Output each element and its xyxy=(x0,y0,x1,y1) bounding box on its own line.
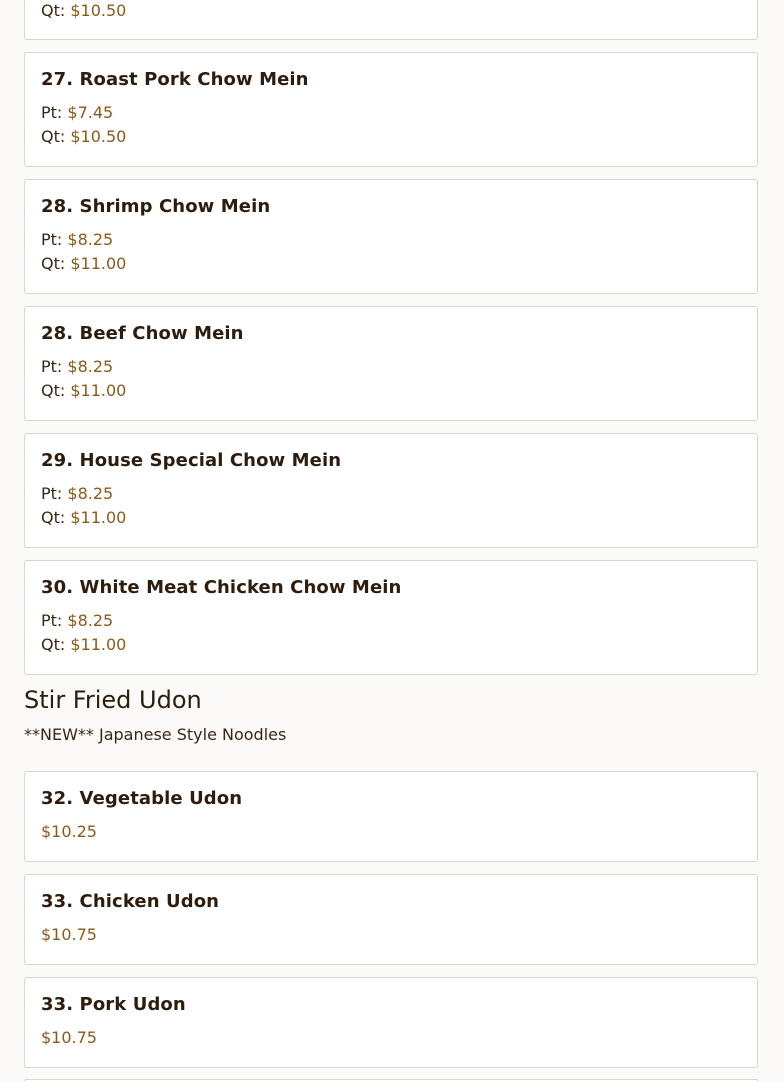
pint-price: $8.25 xyxy=(67,484,114,503)
pint-label: Pt: xyxy=(41,484,63,503)
pint-label: Pt: xyxy=(41,230,63,249)
quart-price: $11.00 xyxy=(70,635,127,654)
pint-label: Pt: xyxy=(41,103,63,122)
pint-label: Pt: xyxy=(41,357,63,376)
menu-item-title: 28. Beef Chow Mein xyxy=(41,323,244,344)
menu-item-title: 33. Chicken Udon xyxy=(41,891,220,912)
quart-price: $11.00 xyxy=(70,381,127,400)
pint-price: $8.25 xyxy=(67,611,114,630)
menu-item-card[interactable] xyxy=(24,771,758,862)
pint-price-line xyxy=(41,230,113,249)
pint-price-line xyxy=(41,484,113,503)
menu-item-title: 29. House Special Chow Mein xyxy=(41,450,342,471)
pint-price: $7.45 xyxy=(67,103,114,122)
menu-item-card[interactable] xyxy=(24,874,758,965)
quart-price: $10.50 xyxy=(70,127,127,146)
menu-item-title: 32. Vegetable Udon xyxy=(41,788,243,809)
menu-item-title: 27. Roast Pork Chow Mein xyxy=(41,69,309,90)
menu-item-title: 30. White Meat Chicken Chow Mein xyxy=(41,577,402,598)
pint-label: Pt: xyxy=(41,611,63,630)
quart-price: $11.00 xyxy=(70,254,127,273)
menu-item-title: 28. Shrimp Chow Mein xyxy=(41,196,271,217)
menu-item-card[interactable] xyxy=(24,560,758,675)
menu-item-card[interactable] xyxy=(24,52,758,167)
quart-price-line xyxy=(41,254,126,273)
quart-price-line xyxy=(41,1,126,20)
quart-price-line xyxy=(41,635,126,654)
menu-item-price: $10.25 xyxy=(41,822,97,841)
menu-item-title: 33. Pork Udon xyxy=(41,994,186,1015)
quart-label: Qt: xyxy=(41,254,66,273)
quart-price-line xyxy=(41,508,126,527)
quart-label: Qt: xyxy=(41,381,66,400)
pint-price-line xyxy=(41,357,113,376)
pint-price-line xyxy=(41,611,113,630)
pint-price: $8.25 xyxy=(67,230,114,249)
section-title: Stir Fried Udon xyxy=(24,686,202,714)
menu-item-card[interactable] xyxy=(24,977,758,1068)
quart-label: Qt: xyxy=(41,508,66,527)
menu-item-price: $10.75 xyxy=(41,925,97,944)
pint-price-line xyxy=(41,103,113,122)
menu-item-card[interactable] xyxy=(24,306,758,421)
quart-price: $10.50 xyxy=(70,1,127,20)
menu-item-price: $10.75 xyxy=(41,1028,97,1047)
quart-label: Qt: xyxy=(41,1,66,20)
quart-price-line xyxy=(41,381,126,400)
menu-item-card[interactable] xyxy=(24,179,758,294)
menu-item-card[interactable] xyxy=(24,0,758,40)
quart-price: $11.00 xyxy=(70,508,127,527)
menu-item-card[interactable] xyxy=(24,433,758,548)
pint-price: $8.25 xyxy=(67,357,114,376)
section-description: **NEW** Japanese Style Noodles xyxy=(24,725,287,744)
quart-label: Qt: xyxy=(41,635,66,654)
quart-price-line xyxy=(41,127,126,146)
quart-label: Qt: xyxy=(41,127,66,146)
menu-item-price-line xyxy=(41,822,97,841)
menu-item-price-line xyxy=(41,1028,97,1047)
menu-item-price-line xyxy=(41,925,97,944)
